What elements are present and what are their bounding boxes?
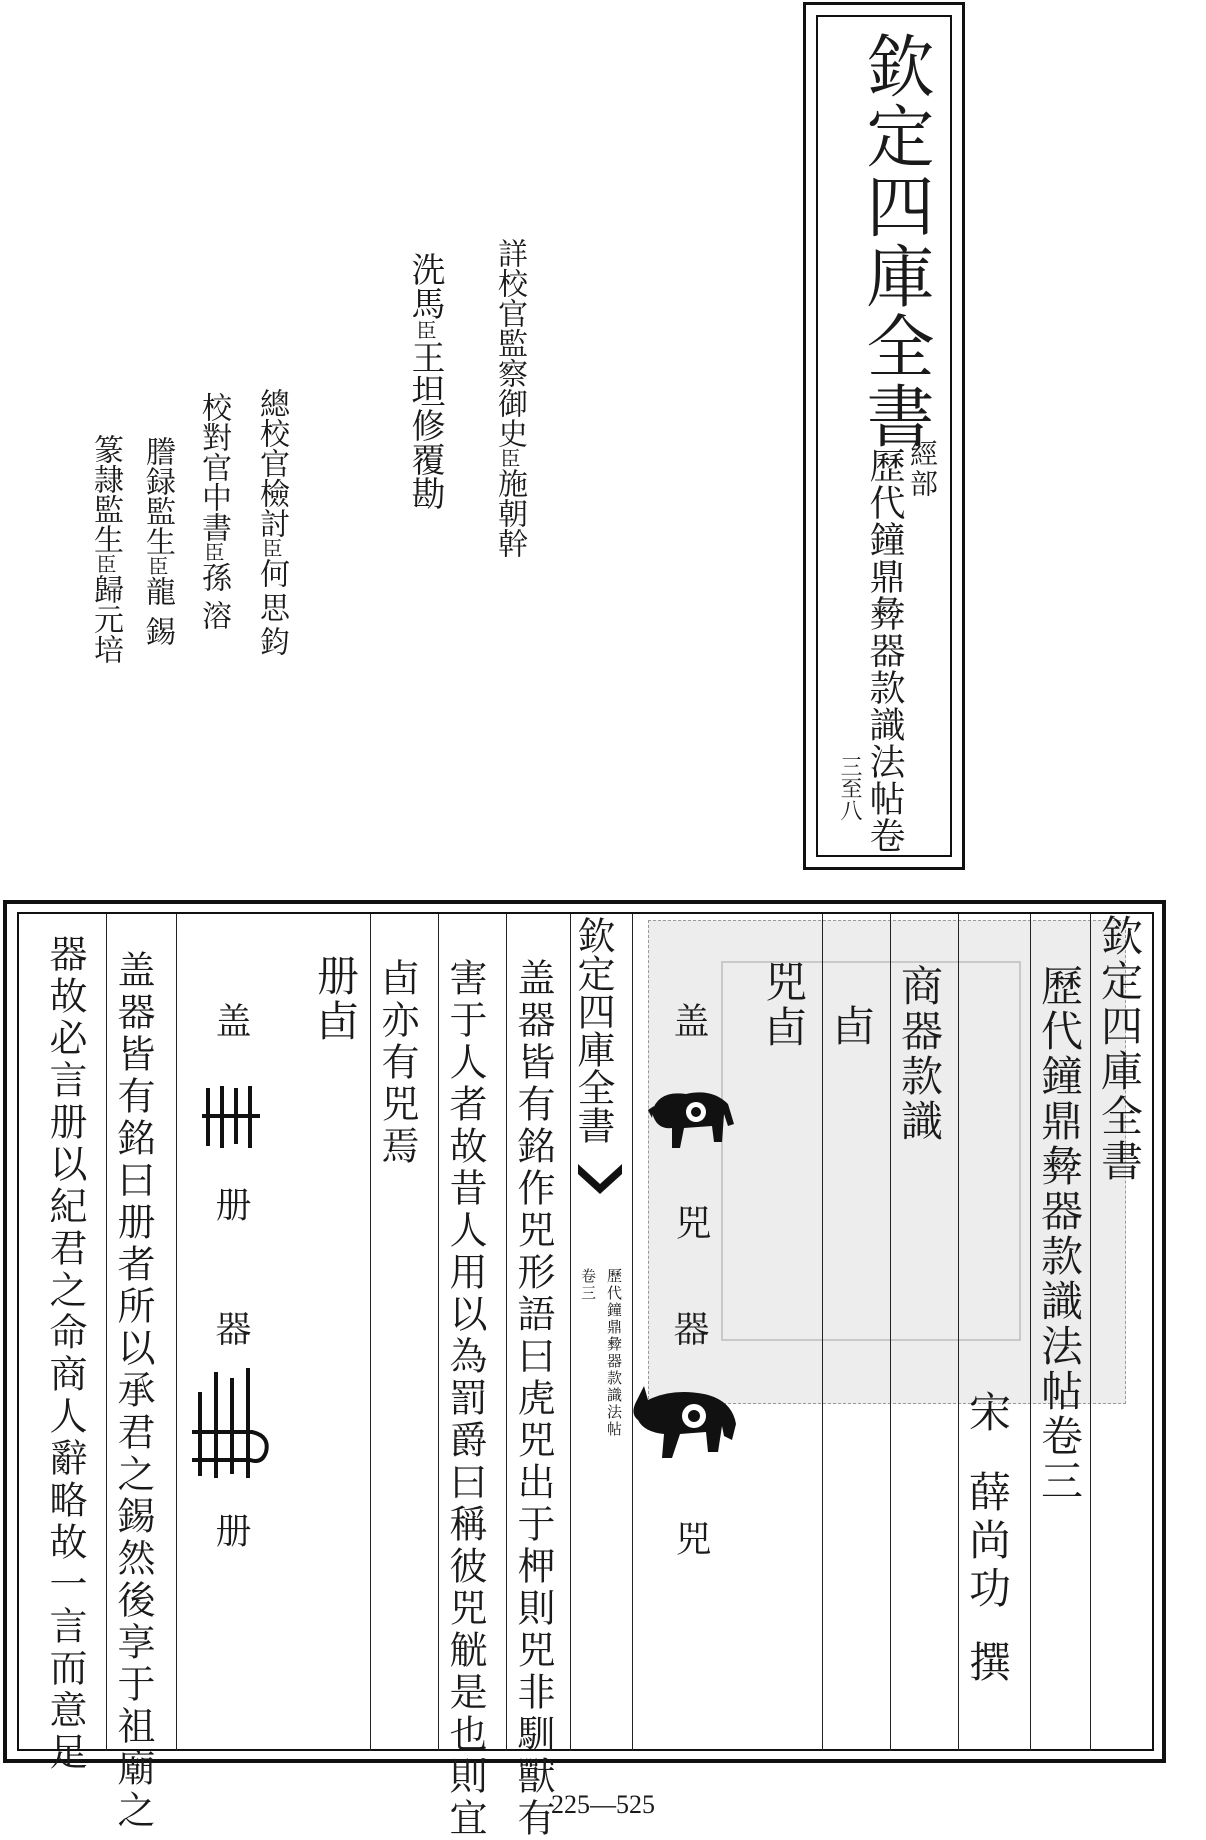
commentary-1-line-2: 害于人者故昔人用以為罰爵曰稱彼兕觥是也則宜 <box>443 958 487 1840</box>
item-title-3: 册卣 <box>311 954 360 1044</box>
column-rule <box>958 914 959 1751</box>
cover-frame <box>803 2 965 870</box>
column-rule <box>822 914 823 1751</box>
cover-subtitle: 歷代鐘鼎彜器款識法帖卷 <box>864 447 905 854</box>
cover-title: 欽定四庫全書 <box>855 31 934 451</box>
credit-copyist: 謄録監生臣龍錫 <box>140 436 175 656</box>
inscription-2-label-lid: 盖 <box>210 1002 251 1038</box>
author-role: 撰 <box>963 1640 1012 1685</box>
credit-collator: 校對官中書臣孫溶 <box>196 392 231 638</box>
credit-proofreader-1: 詳校官監察御史臣施朝幹 <box>492 238 527 558</box>
ce-glyph-vessel <box>190 1362 272 1480</box>
center-footer-title: 歷代鐘鼎彜器款識法帖 <box>605 1268 623 1438</box>
cover-section: 經部 <box>906 439 939 499</box>
center-header: 欽定四庫全書 <box>571 916 615 1144</box>
commentary-2-line-2: 器故必言册以紀君之命商人辭略故一言而意足 <box>43 934 87 1774</box>
ce-glyph-lid <box>200 1082 264 1152</box>
author-name: 薛尚功 <box>963 1470 1012 1614</box>
commentary-2-line-1: 盖器皆有銘曰册者所以承君之錫然後享于祖廟之 <box>111 950 155 1832</box>
cover-volume-range: 三至八 <box>837 755 862 821</box>
category-label: 商器款識 <box>895 964 944 1144</box>
page-header: 欽定四庫全書 <box>1095 914 1144 1184</box>
column-rule <box>890 914 891 1751</box>
commentary-1-line-3: 卣亦有兕焉 <box>375 958 419 1168</box>
inscription-label-lid: 盖 <box>668 1002 709 1038</box>
credit-chief-proofreader: 總校官檢討臣何思鈞 <box>254 388 289 660</box>
rhinoceros-glyph-lid <box>646 1084 740 1154</box>
inscription-2-label-ce-2: 册 <box>210 1512 251 1548</box>
column-rule <box>1090 914 1091 1751</box>
item-title-1: 卣 <box>827 1004 876 1049</box>
commentary-1-line-1: 盖器皆有銘作兕形語曰虎兕出于柙則兕非馴獸有 <box>511 958 555 1840</box>
inscription-2-label-ce: 册 <box>210 1186 251 1222</box>
inscription-label-vessel: 器 <box>668 1310 709 1346</box>
inscription-label-rhino: 兕 <box>670 1204 711 1240</box>
rhinoceros-glyph-vessel <box>624 1380 742 1462</box>
fish-tail-mark <box>578 1160 622 1200</box>
author-dynasty: 宋 <box>963 1390 1012 1435</box>
page-number: 225—525 <box>551 1790 655 1819</box>
column-rule <box>1030 914 1031 1751</box>
credit-calligrapher: 篆隷監生臣歸元培 <box>88 434 123 664</box>
credit-reviewer: 洗馬臣王坦修覆勘 <box>405 252 445 510</box>
cover-inner-frame <box>816 15 952 857</box>
column-rule <box>106 914 107 1751</box>
item-title-2: 兕卣 <box>759 960 808 1050</box>
inscription-2-label-vessel: 器 <box>210 1310 251 1346</box>
column-rule <box>438 914 439 1751</box>
inscription-label-rhino-2: 兕 <box>670 1520 711 1556</box>
book-title: 歷代鐘鼎彜器款識法帖卷三 <box>1035 964 1084 1504</box>
center-strip-rule <box>632 914 633 1751</box>
column-rule <box>176 914 177 1751</box>
column-rule <box>506 914 507 1751</box>
center-volume: 卷三 <box>579 1268 597 1302</box>
column-rule <box>370 914 371 1751</box>
